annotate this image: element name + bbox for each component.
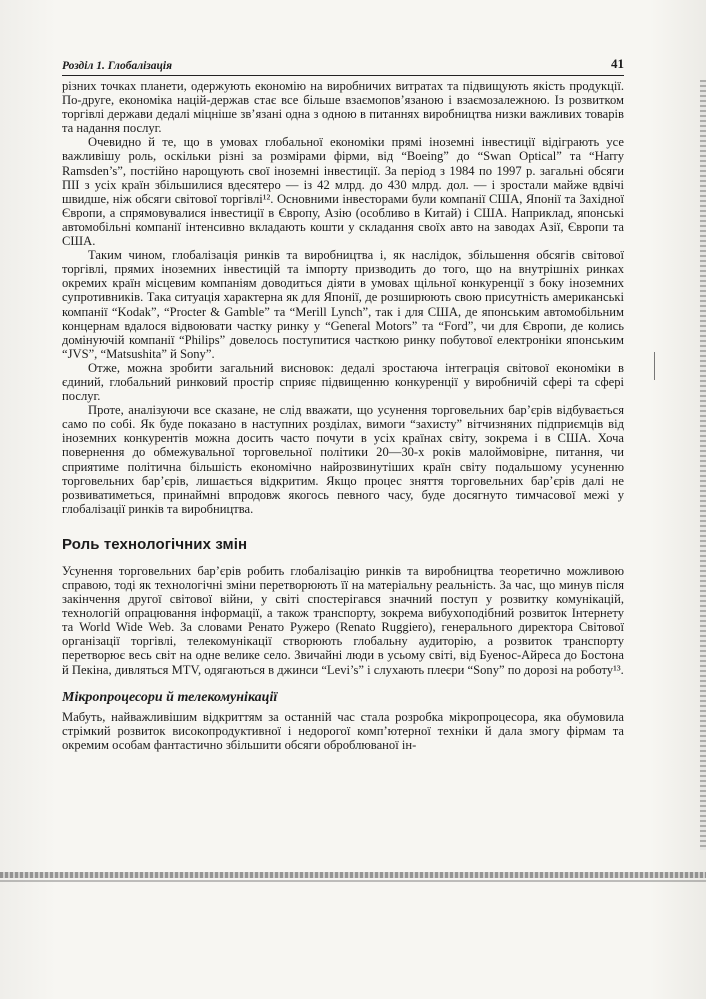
running-header: [62, 56, 624, 72]
paragraph: Усунення торговельних бар’єрів робить глобалізацію ринків та виробництва теоретично можливою справою, тоді як технологічні зміни перетворюють її на матеріальну реальність. За час, що минув після закінчення другої світової війни, у світі спостерігався значний поступ у розвитку комунікацій, технологій опрацювання інформації, а також транспорту, зокрема вибухоподібний розвиток Інтернету та World Wide Web. За словами Ренато Ружеро (Renato Ruggiero), генерального директора Світової організації торгівлі, телекомунікації створюють глобальну аудиторію, а розвиток транспорту перетворює весь світ на одне велике село. Звичайні люди в усьому світі, від Буенос-Айреса до Бостона й Пекіна, дивляться MTV, одягаються в джинси “Levi’s” і слухають плеєри “Sony” по дорозі на роботу¹³.: [62, 563, 624, 677]
page-body: [62, 79, 624, 752]
margin-mark: [654, 352, 657, 380]
section-heading: Роль технологічних змін: [62, 535, 248, 553]
page-number: 41: [611, 56, 624, 71]
paragraph: Мабуть, найважливішим відкриттям за останній час стала розробка мікропроцесора, яка обумовила стрімкий розвиток високопродуктивної і недорогої комп’ютерної техніки й дала змогу фірмам та окремим особам фантастично збільшити обсяги оброблюваної ін-: [62, 709, 624, 752]
scan-edge-bottom: [0, 872, 706, 878]
paragraph: різних точках планети, одержують економію на виробничих витратах та підвищують якість продукції. По-друге, економіка націй-держав стає все більше взаємопов’язаною і взаємозалежною. Із розвитком торгівлі держави дедалі міцніше зв’язані одна з одною в питаннях виробництва низки важливих товарів та надання послуг.: [62, 79, 624, 136]
scan-edge-right: [700, 80, 706, 850]
paragraph: Отже, можна зробити загальний висновок: дедалі зростаюча інтеграція світової економіки в єдиний, глобальний ринковий простір сприяє підвищенню конкуренції у виробничій сфері та сфері послуг.: [62, 360, 624, 404]
paragraph: Очевидно й те, що в умовах глобальної економіки прямі іноземні інвестиції відіграють усе важливішу роль, оскільки різні за розмірами фірми, від “Boeing” до “Swan Optical” та “Harry Ramsden’s”, постійно нарощують свої іноземні інвестиції. За період з 1984 по 1997 р. загальні обсяги ПІІ з усіх країн збільшилися вдесятеро — із 42 млрд. до 430 млрд. дол. — і зростали майже вдвічі швидше, ніж обсяги світової торгівлі¹². Основними інвесторами були компанії США, Японії та Західної Європи, а спрямовувалися інвестиції в Європу, Азію (особливо в Китай) і США. Наприклад, японські автомобільні компанії інтенсивно вкладають кошти у складання своїх авто на заводах Азії, Європи та США.: [62, 135, 624, 249]
section-title: Розділ 1. Глобалізація: [62, 60, 173, 72]
paragraph: Проте, аналізуючи все сказане, не слід вважати, що усунення торговельних бар’єрів відбувається само по собі. Як буде показано в наступних розділах, вимоги “захисту” вітчизняних підприємців від іноземних конкурентів можна досить часто почути в усіх країнах світу, зокрема і в США. Хоча повернення до обмежувальної торговельної політики 20—30-х років малоймовірне, питання, чи сприятиме політична більшість економічно найрозвинутіших країн світу подальшому усуненню торговельних бар’єрів, лишається відкритим. Якщо процес зняття торговельних бар’єрів далі не розвиватиметься, принаймні впродовж якогось певного часу, буде досягнуто тимчасової межі у глобалізації ринків та виробництва.: [62, 403, 624, 516]
header-rule: [62, 75, 624, 76]
scan-edge-line: [0, 880, 706, 882]
subsection-heading: Мікропроцесори й телекомунікації: [62, 689, 278, 705]
paragraph: Таким чином, глобалізація ринків та виробництва і, як наслідок, збільшення обсягів світової торгівлі, прямих іноземних інвестицій та імпорту призводить до того, що на внутрішніх ринках окремих країн місцевим компаніям доводиться діяти в умовах щільної конкуренції з боку іноземних супротивників. Така ситуація характерна як для Японії, де розширюють свою присутність американські компанії “Kodak”, “Procter & Gamble” та “Merill Lynch”, так і для США, де японським автомобільним концернам вдалося відвоювати частку ринку у “General Motors” та “Ford”, чи для Європи, де колись домінуючій компанії “Philips” довелось поступитися часткою ринку побутової електроніки японським “JVS”, “Matsushita” й Sony”.: [62, 248, 624, 361]
